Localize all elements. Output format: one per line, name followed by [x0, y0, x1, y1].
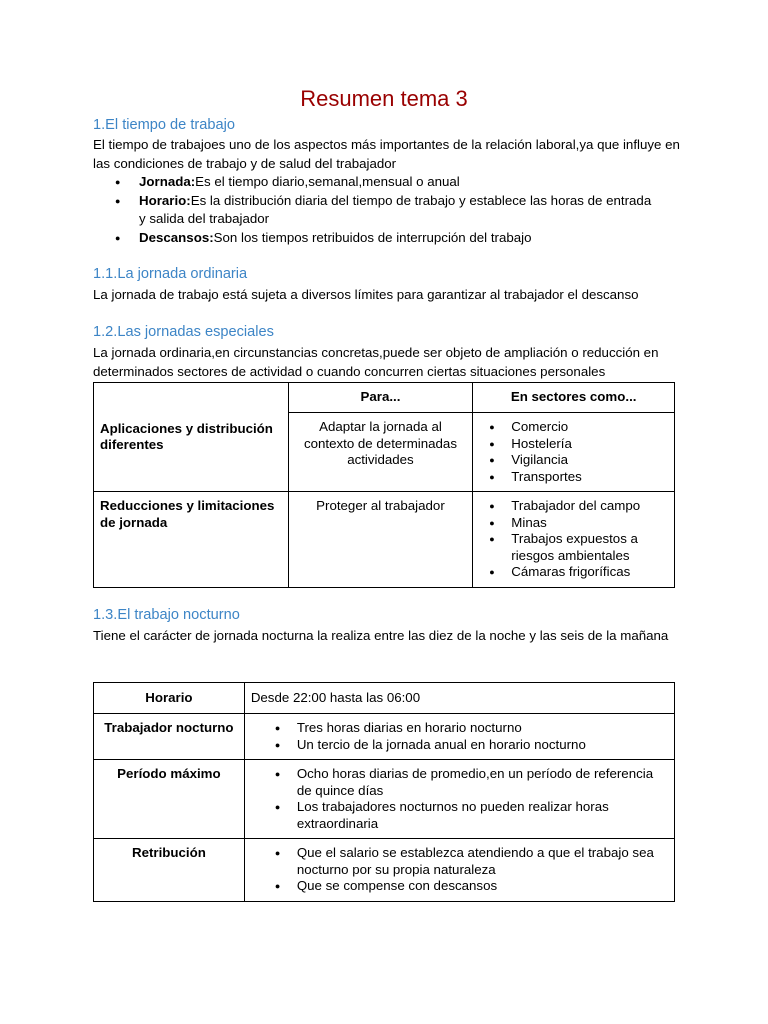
horario-value: Desde 22:00 hasta las 06:00: [244, 683, 674, 714]
rule-cell: [244, 839, 674, 902]
term: Descansos:: [139, 229, 214, 245]
row-label: Reducciones y limitaciones de jornada: [94, 492, 289, 588]
list-item: ● Los trabajadores nocturnos no pueden realizar horas extraordinaria: [273, 799, 664, 832]
section-heading-1-1: 1.1.La jornada ordinaria: [93, 266, 248, 282]
definition-list: [93, 173, 653, 247]
description: Es el tiempo diario,semanal,mensual o anual: [195, 174, 460, 189]
rule-cell: [244, 714, 674, 760]
list-item: ● Que se compense con descansos: [273, 878, 664, 895]
section-heading-1-2: 1.2.Las jornadas especiales: [93, 324, 274, 340]
list-item: ● Ocho horas diarias de promedio,en un período de referencia de quince días: [273, 766, 664, 799]
section-heading-1-3: 1.3.El trabajo nocturno: [93, 607, 240, 623]
sectores-cell: [473, 413, 675, 492]
list-item: ● Comercio: [487, 419, 664, 436]
list-item: ● Tres horas diarias en horario nocturno: [273, 720, 664, 737]
section-heading-1: 1.El tiempo de trabajo: [93, 117, 235, 133]
description: Son los tiempos retribuidos de interrupción del trabajo: [213, 229, 532, 245]
night-work-table: [93, 682, 675, 902]
section-text-1-1: La jornada de trabajo está sujeta a diversos límites para garantizar al trabajador el descanso: [93, 287, 639, 302]
row-label: Retribución: [94, 839, 245, 902]
header-sectores: En sectores como...: [473, 383, 675, 413]
section-text-1-2: La jornada ordinaria,en circunstancias concretas,puede ser objeto de ampliación o reducción en determinados sectores de actividad o cuando concurren ciertas situaciones personales: [93, 345, 659, 379]
special-hours-table: [93, 382, 675, 588]
list-item: ● Que el salario se establezca atendiendo a que el trabajo sea nocturno por su propia naturaleza: [273, 845, 664, 878]
row-label: Período máximo: [94, 760, 245, 839]
list-item: ● Trabajos expuestos a riesgos ambientales: [487, 531, 664, 564]
description: Es la distribución diaria del tiempo de trabajo y establece las horas de entrada y salida del trabajador: [139, 192, 652, 226]
para-cell: Adaptar la jornada al contexto de determinadas actividades: [288, 413, 473, 492]
list-item: ● Cámaras frigoríficas: [487, 564, 664, 581]
list-item: ● Vigilancia: [487, 452, 664, 469]
header-para: Para...: [288, 383, 473, 413]
row-label: Trabajador nocturno: [94, 714, 245, 760]
rule-cell: [244, 760, 674, 839]
term: Horario:: [139, 192, 191, 208]
list-item: [93, 229, 653, 248]
list-item: ● Un tercio de la jornada anual en horario nocturno: [273, 737, 664, 754]
para-cell: Proteger al trabajador: [288, 492, 473, 588]
row-label: Aplicaciones y distribución diferentes: [94, 383, 289, 492]
sectores-cell: [473, 492, 675, 588]
document-title: Resumen tema 3: [300, 86, 468, 111]
section-text-1-3: Tiene el carácter de jornada nocturna la realiza entre las diez de la noche y las seis de la mañana: [93, 628, 669, 643]
list-item: ● Minas: [487, 515, 664, 532]
list-item: [93, 192, 653, 229]
section-text-1: El tiempo de trabajoes uno de los aspectos más importantes de la relación laboral,ya que influye en las condiciones de trabajo y de salud del trabajador: [93, 137, 680, 171]
list-item: [93, 173, 653, 192]
list-item: ● Trabajador del campo: [487, 498, 664, 515]
list-item: ● Transportes: [487, 469, 664, 486]
row-label: Horario: [94, 683, 245, 714]
list-item: ● Hostelería: [487, 436, 664, 453]
term: Jornada:: [139, 174, 196, 189]
